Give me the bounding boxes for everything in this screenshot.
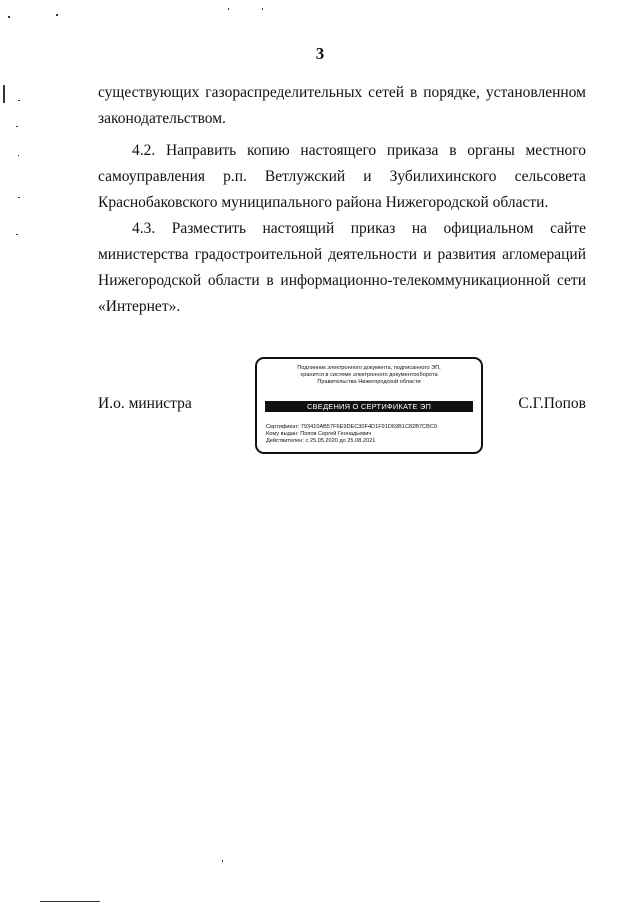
stamp-header-line: хранится в системе электронного документооборота bbox=[300, 372, 438, 378]
word: органы bbox=[467, 142, 515, 159]
signatory-name: С.Г.Попов bbox=[518, 395, 586, 412]
word: приказа bbox=[386, 142, 439, 159]
signatory-position: И.о. министра bbox=[98, 395, 192, 412]
word: копию bbox=[247, 142, 290, 159]
word: настоящего bbox=[300, 142, 377, 159]
word: Направить bbox=[166, 142, 237, 159]
scan-mark bbox=[18, 155, 19, 156]
stamp-header-line: Подлинник электронного документа, подписанного ЭП, bbox=[297, 365, 441, 371]
word: 4.2. bbox=[132, 142, 156, 159]
scan-mark bbox=[262, 8, 263, 10]
scan-mark bbox=[16, 234, 18, 235]
scan-mark bbox=[228, 8, 229, 10]
word: Ветлужский bbox=[264, 168, 346, 185]
paragraph-3: 4.3. Разместить настоящий приказ на официальном сайте министерства градостроительной деятельности и развития агломераций Нижегородской области в информационно-телекоммуникационной сети «Интернет». bbox=[98, 220, 586, 315]
word: сетей bbox=[368, 84, 405, 101]
word: местного bbox=[525, 142, 586, 159]
word: и bbox=[363, 168, 372, 185]
scan-mark bbox=[18, 100, 20, 101]
word: в bbox=[449, 142, 457, 159]
certificate-number: Сертификат: 793410AB57F6E9DEC30F4D1F91D69B1C82B7CBC0 bbox=[266, 424, 437, 430]
stamp-header-line: Правительства Нижегородской области bbox=[317, 379, 421, 385]
scan-mark bbox=[3, 85, 5, 103]
certificate-owner: Кому выдан: Попов Сергей Геннадьевич bbox=[266, 431, 372, 437]
stamp-certificate-info bbox=[266, 424, 475, 445]
scan-mark bbox=[16, 126, 18, 127]
page-number: 3 bbox=[315, 44, 325, 63]
scan-mark bbox=[8, 16, 10, 18]
word: в bbox=[409, 84, 418, 101]
paragraph-2-line-3: Краснобаковского муниципального района Нижегородской области. bbox=[98, 194, 549, 211]
certificate-validity: Действителен: с 25.05.2020 до 25.08.2021 bbox=[266, 438, 376, 444]
word: Зубилихинского bbox=[389, 168, 497, 185]
electronic-signature-stamp bbox=[255, 357, 483, 454]
paragraph-2 bbox=[98, 138, 586, 216]
paragraph-2-line-1 bbox=[98, 138, 586, 164]
paragraph-2-line-2 bbox=[98, 164, 586, 190]
stamp-header bbox=[263, 365, 475, 386]
word: сельсовета bbox=[514, 168, 586, 185]
scan-mark bbox=[222, 860, 223, 862]
paragraph-1 bbox=[98, 80, 586, 132]
paragraph-1-line-2: законодательством. bbox=[98, 110, 226, 127]
word: газораспределительных bbox=[205, 84, 363, 101]
word: существующих bbox=[98, 84, 200, 101]
word: порядке, bbox=[423, 84, 480, 101]
scan-mark bbox=[56, 14, 58, 16]
word: установленном bbox=[485, 84, 586, 101]
word: самоуправления bbox=[98, 168, 206, 185]
scan-mark bbox=[18, 197, 20, 198]
scan-mark bbox=[40, 901, 100, 902]
word: р.п. bbox=[223, 168, 247, 185]
stamp-certificate-bar: СВЕДЕНИЯ О СЕРТИФИКАТЕ ЭП bbox=[265, 401, 473, 412]
paragraph-1-line-1 bbox=[98, 80, 586, 106]
